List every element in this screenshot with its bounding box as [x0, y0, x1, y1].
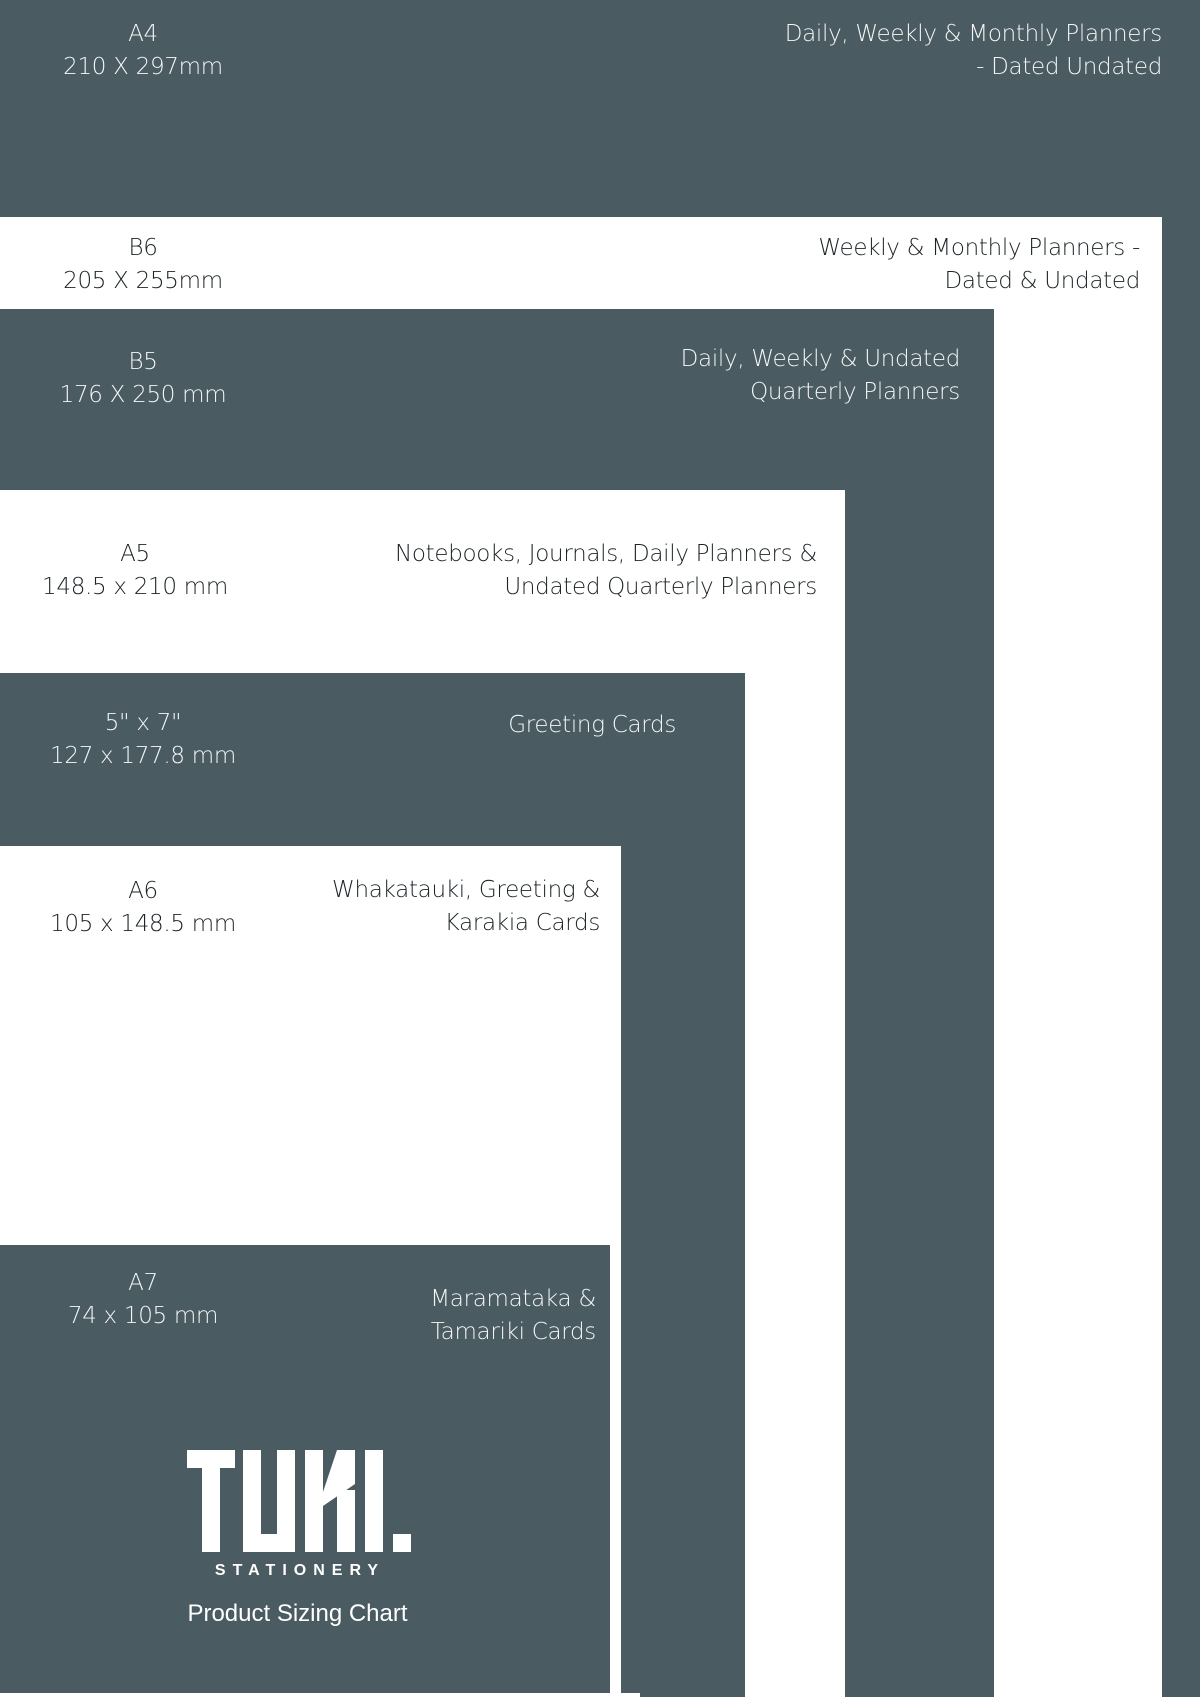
size-b5-label — [43, 346, 243, 412]
size-b6-products: Weekly & Monthly Planners - Dated & Undated — [818, 235, 1140, 294]
tuhi-logo — [185, 1448, 415, 1579]
size-b5-products: Daily, Weekly & Undated Quarterly Planners — [680, 346, 960, 405]
size-a4-products: Daily, Weekly & Monthly Planners - Dated Undated — [784, 21, 1162, 80]
size-a6-name: A6 — [128, 878, 158, 904]
chart-title: Product Sizing Chart — [187, 1600, 408, 1627]
size-5x7-label — [43, 707, 243, 773]
size-a7-name: A7 — [128, 1270, 158, 1296]
size-a6-products: Whakatauki, Greeting & Karakia Cards — [332, 877, 600, 936]
size-a7-dims: 74 x 105 mm — [67, 1303, 219, 1329]
bottom-edge-strip — [20, 1693, 640, 1697]
size-a5-dims: 148.5 x 210 mm — [42, 574, 228, 600]
size-b6-dims: 205 X 255mm — [63, 268, 223, 294]
size-5x7-dims: 127 x 177.8 mm — [50, 743, 236, 769]
size-a4-dims: 210 X 297mm — [63, 54, 223, 80]
size-5x7-name: 5" x 7" — [104, 710, 182, 736]
size-a5-name: A5 — [120, 541, 150, 567]
brand-subtitle: STATIONERY — [214, 1562, 386, 1579]
size-b5-dims: 176 X 250 mm — [59, 382, 227, 408]
size-a7-label — [43, 1267, 243, 1333]
size-b5-name: B5 — [128, 349, 158, 375]
size-a4-name: A4 — [128, 21, 158, 47]
size-a5-label — [35, 538, 235, 604]
size-a4-label — [43, 18, 243, 84]
size-b6-label — [43, 232, 243, 298]
size-5x7-products: Greeting Cards — [508, 712, 676, 738]
tuhi-wordmark — [185, 1448, 415, 1558]
size-a6-label — [43, 875, 243, 941]
size-a6-dims: 105 x 148.5 mm — [50, 911, 236, 937]
size-a5-products: Notebooks, Journals, Daily Planners & Undated Quarterly Planners — [394, 541, 817, 600]
size-a7-products: Maramataka & Tamariki Cards — [430, 1286, 596, 1345]
size-b6-name: B6 — [128, 235, 158, 261]
